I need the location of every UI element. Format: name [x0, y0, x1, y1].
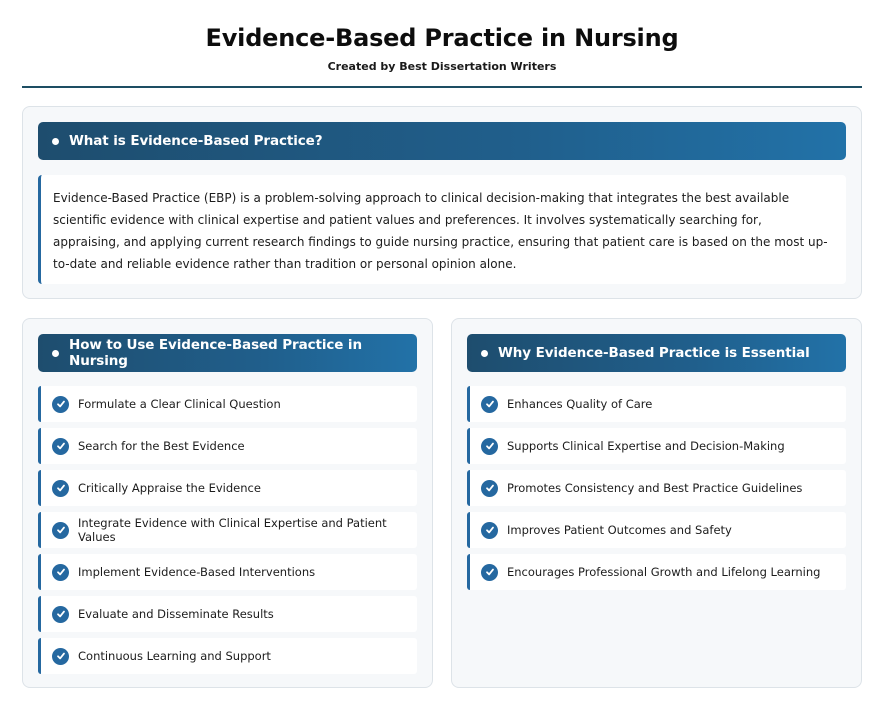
what-is-ebp-card — [22, 106, 862, 299]
check-circle-icon — [481, 480, 498, 497]
bullet-dot-icon — [481, 350, 488, 357]
list-item-label: Critically Appraise the Evidence — [78, 481, 261, 495]
bullet-dot-icon — [52, 138, 59, 145]
page-title: Evidence-Based Practice in Nursing — [205, 24, 679, 52]
what-is-ebp-description — [38, 175, 846, 284]
page-header — [22, 0, 862, 88]
why-essential-heading: Why Evidence-Based Practice is Essential — [498, 345, 810, 361]
why-essential-header — [467, 334, 846, 372]
check-circle-icon — [52, 648, 69, 665]
check-circle-icon — [52, 480, 69, 497]
how-to-use-list — [38, 386, 417, 680]
list-item-label: Improves Patient Outcomes and Safety — [507, 523, 732, 537]
list-item-label: Search for the Best Evidence — [78, 439, 245, 453]
list-item — [467, 470, 846, 506]
check-circle-icon — [52, 522, 69, 539]
list-item — [38, 554, 417, 590]
list-item-label: Continuous Learning and Support — [78, 649, 271, 663]
list-item — [467, 554, 846, 590]
list-item-label: Supports Clinical Expertise and Decision-Making — [507, 439, 785, 453]
list-item-label: Encourages Professional Growth and Lifelong Learning — [507, 565, 821, 579]
check-circle-icon — [52, 396, 69, 413]
what-is-ebp-header — [38, 122, 846, 160]
how-to-use-heading: How to Use Evidence-Based Practice in Nursing — [69, 337, 362, 369]
list-item-label: Formulate a Clear Clinical Question — [78, 397, 281, 411]
how-to-use-card — [22, 318, 433, 688]
list-item-label: Implement Evidence-Based Interventions — [78, 565, 316, 579]
list-item — [38, 428, 417, 464]
what-is-ebp-text: Evidence-Based Practice (EBP) is a problem-solving approach to clinical decision-making that integrates the best available scientific evidence with clinical expertise and patient values and preferences. It involves systematically searching for, appraising, and applying current research findings to guide nursing practice, ensuring that patient care is based on the most up-to-date and reliable evidence rather than tradition or personal opinion alone. — [53, 191, 828, 271]
how-to-use-header — [38, 334, 417, 372]
list-item — [467, 512, 846, 548]
check-circle-icon — [481, 438, 498, 455]
check-circle-icon — [52, 438, 69, 455]
check-circle-icon — [52, 606, 69, 623]
check-circle-icon — [481, 522, 498, 539]
check-circle-icon — [481, 396, 498, 413]
list-item-label: Enhances Quality of Care — [507, 397, 653, 411]
list-item-label: Evaluate and Disseminate Results — [78, 607, 274, 621]
what-is-ebp-heading: What is Evidence-Based Practice? — [69, 133, 323, 149]
list-item-label: Promotes Consistency and Best Practice Guidelines — [507, 481, 803, 495]
list-item — [467, 386, 846, 422]
list-item — [38, 638, 417, 674]
list-item — [38, 470, 417, 506]
why-essential-card — [451, 318, 862, 688]
why-essential-list — [467, 386, 846, 596]
bullet-dot-icon — [52, 350, 59, 357]
list-item — [467, 428, 846, 464]
list-item-label: Integrate Evidence with Clinical Expertise and Patient Values — [78, 516, 387, 544]
check-circle-icon — [52, 564, 69, 581]
page-subtitle: Created by Best Dissertation Writers — [327, 60, 557, 73]
list-item — [38, 512, 417, 548]
list-item — [38, 386, 417, 422]
list-item — [38, 596, 417, 632]
check-circle-icon — [481, 564, 498, 581]
